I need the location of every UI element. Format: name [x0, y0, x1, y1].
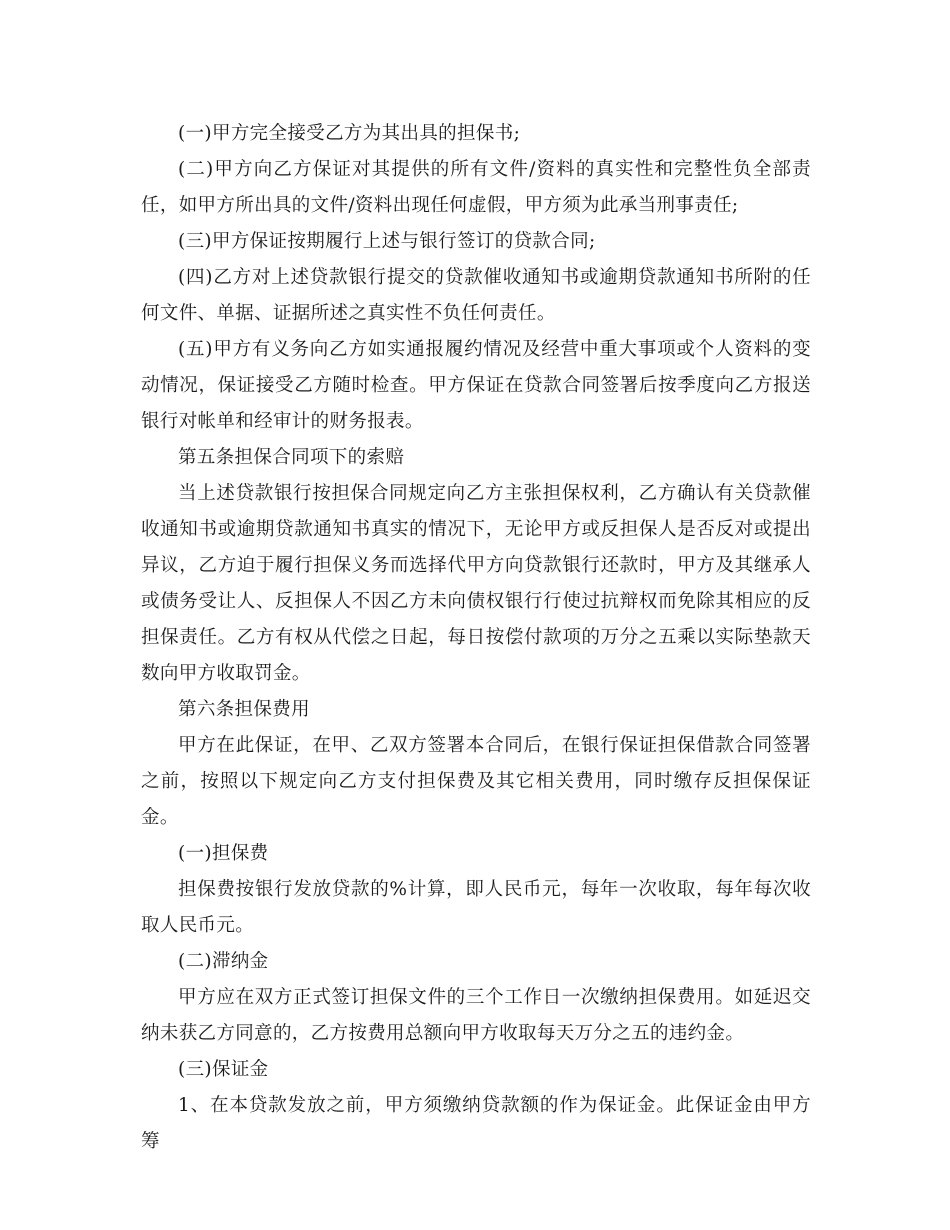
clause-item-3: (三)甲方保证按期履行上述与银行签订的贷款合同;	[178, 231, 596, 252]
late-fee-heading: (二)滞纳金	[178, 951, 269, 972]
clause-item-5: (五)甲方有义务向乙方如实通报履约情况及经营中重大事项或个人资料的变动情况，保证接受乙方随时检查。甲方保证在贷款合同签署后按季度向乙方报送银行对帐单和经审计的财务报表。	[141, 339, 811, 432]
guarantee-fee-heading: (一)担保费	[178, 843, 269, 864]
article-6-intro: 甲方在此保证，在甲、乙双方签署本合同后，在银行保证担保借款合同签署之前，按照以下规定向乙方支付担保费及其它相关费用，同时缴存反担保保证金。	[141, 735, 811, 828]
clause-item-2: (二)甲方向乙方保证对其提供的所有文件/资料的真实性和完整性负全部责任，如甲方所出具的文件/资料出现任何虚假，甲方须为此承当刑事责任;	[141, 159, 811, 216]
article-6-heading: 第六条担保费用	[178, 699, 310, 720]
document-body	[141, 116, 811, 1160]
article-5-body: 当上述贷款银行按担保合同规定向乙方主张担保权利，乙方确认有关贷款催收通知书或逾期贷款通知书真实的情况下，无论甲方或反担保人是否反对或提出异议，乙方迫于履行担保义务而选择代甲方向贷款银行还款时，甲方及其继承人或债务受让人、反担保人不因乙方未向债权银行行使过抗辩权而免除其相应的反担保责任。乙方有权从代偿之日起，每日按偿付款项的万分之五乘以实际垫款天数向甲方收取罚金。	[141, 483, 811, 684]
late-fee-body: 甲方应在双方正式签订担保文件的三个工作日一次缴纳担保费用。如延迟交纳未获乙方同意的，乙方按费用总额向甲方收取每天万分之五的违约金。	[141, 987, 811, 1044]
clause-item-1: (一)甲方完全接受乙方为其出具的担保书;	[178, 123, 521, 144]
deposit-heading: (三)保证金	[178, 1059, 269, 1080]
deposit-item-1: 1、在本贷款发放之前，甲方须缴纳贷款额的作为保证金。此保证金由甲方筹	[141, 1095, 811, 1152]
clause-item-4: (四)乙方对上述贷款银行提交的贷款催收通知书或逾期贷款通知书所附的任何文件、单据、证据所述之真实性不负任何责任。	[141, 267, 811, 324]
guarantee-fee-body: 担保费按银行发放贷款的%计算，即人民币元，每年一次收取，每年每次收取人民币元。	[141, 879, 811, 936]
article-5-heading: 第五条担保合同项下的索赔	[178, 447, 405, 468]
